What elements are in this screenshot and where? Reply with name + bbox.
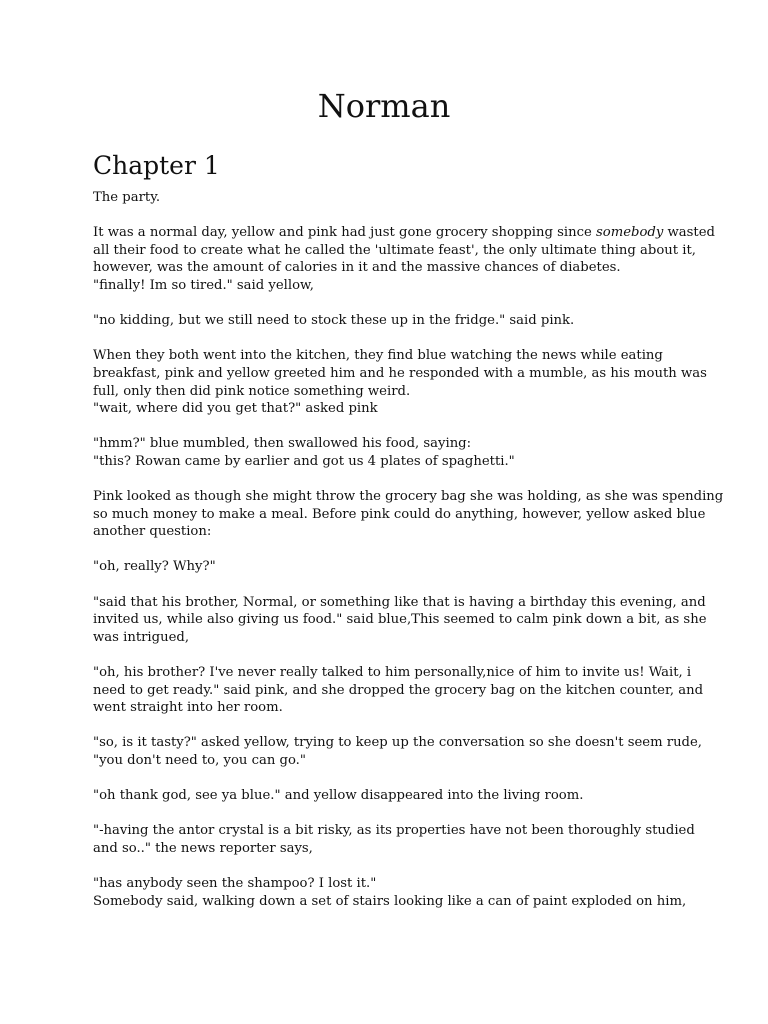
paragraph-line: "wait, where did you get that?" asked pink — [93, 401, 378, 417]
paragraph-line: The party. — [93, 190, 161, 205]
paragraph-line: When they both went into the kitchen, they find blue watching the news while eating — [93, 348, 663, 364]
paragraph-line: invited us, while also giving us food." said blue,This seemed to calm pink down a bit, as she — [93, 612, 707, 628]
paragraph-line: "oh, really? Why?" — [93, 559, 216, 575]
story-text — [93, 189, 724, 910]
paragraph-line: "has anybody seen the shampoo? I lost it." — [93, 876, 377, 892]
paragraph-line: "this? Rowan came by earlier and got us 4 plates of spaghetti." — [93, 453, 515, 469]
paragraph-line: "no kidding, but we still need to stock these up in the fridge." said pink. — [93, 313, 575, 329]
paragraph-line: "you don't need to, you can go." — [93, 753, 306, 768]
paragraph-line: Pink looked as though she might throw the grocery bag she was holding, as she was spending — [93, 489, 724, 505]
paragraph-line: all their food to create what he called the 'ultimate feast', the only ultimate thing about it, — [93, 242, 696, 258]
paragraph-line: went straight into her room. — [93, 700, 283, 716]
document-title: Norman — [317, 87, 451, 125]
paragraph-line: another question: — [93, 524, 212, 540]
paragraph-line: "so, is it tasty?" asked yellow, trying to keep up the conversation so she doesn't seem rude, — [93, 735, 702, 751]
paragraph-line: however, was the amount of calories in it and the massive chances of diabetes. — [93, 260, 621, 276]
paragraph-line: "finally! Im so tired." said yellow, — [93, 277, 314, 293]
paragraph-line: so much money to make a meal. Before pink could do anything, however, yellow asked blue — [93, 506, 706, 522]
paragraph-line: "oh, his brother? I've never really talked to him personally,nice of him to invite us! Wait, i — [93, 665, 692, 681]
paragraph-line: and so.." the news reporter says, — [93, 840, 313, 856]
paragraph-line: It was a normal day, yellow and pink had just gone grocery shopping since somebody wasted — [93, 225, 715, 241]
paragraph-line: "-having the antor crystal is a bit risky, as its properties have not been thoroughly studied — [93, 823, 695, 839]
paragraph-line: "said that his brother, Normal, or something like that is having a birthday this evening, and — [93, 594, 706, 610]
paragraph-line: need to get ready." said pink, and she dropped the grocery bag on the kitchen counter, and — [93, 682, 704, 698]
chapter-heading: Chapter 1 — [93, 151, 220, 180]
paragraph-line: Somebody said, walking down a set of stairs looking like a can of paint exploded on him, — [93, 893, 687, 909]
paragraph-line: breakfast, pink and yellow greeted him and he responded with a mumble, as his mouth was — [93, 365, 707, 381]
emphasis-text: somebody — [596, 225, 664, 241]
paragraph-line: "hmm?" blue mumbled, then swallowed his food, saying: — [93, 436, 472, 452]
paragraph-line: full, only then did pink notice something weird. — [93, 383, 411, 399]
paragraph-line: "oh thank god, see ya blue." and yellow disappeared into the living room. — [93, 788, 584, 804]
paragraph-line: was intrigued, — [93, 629, 190, 645]
